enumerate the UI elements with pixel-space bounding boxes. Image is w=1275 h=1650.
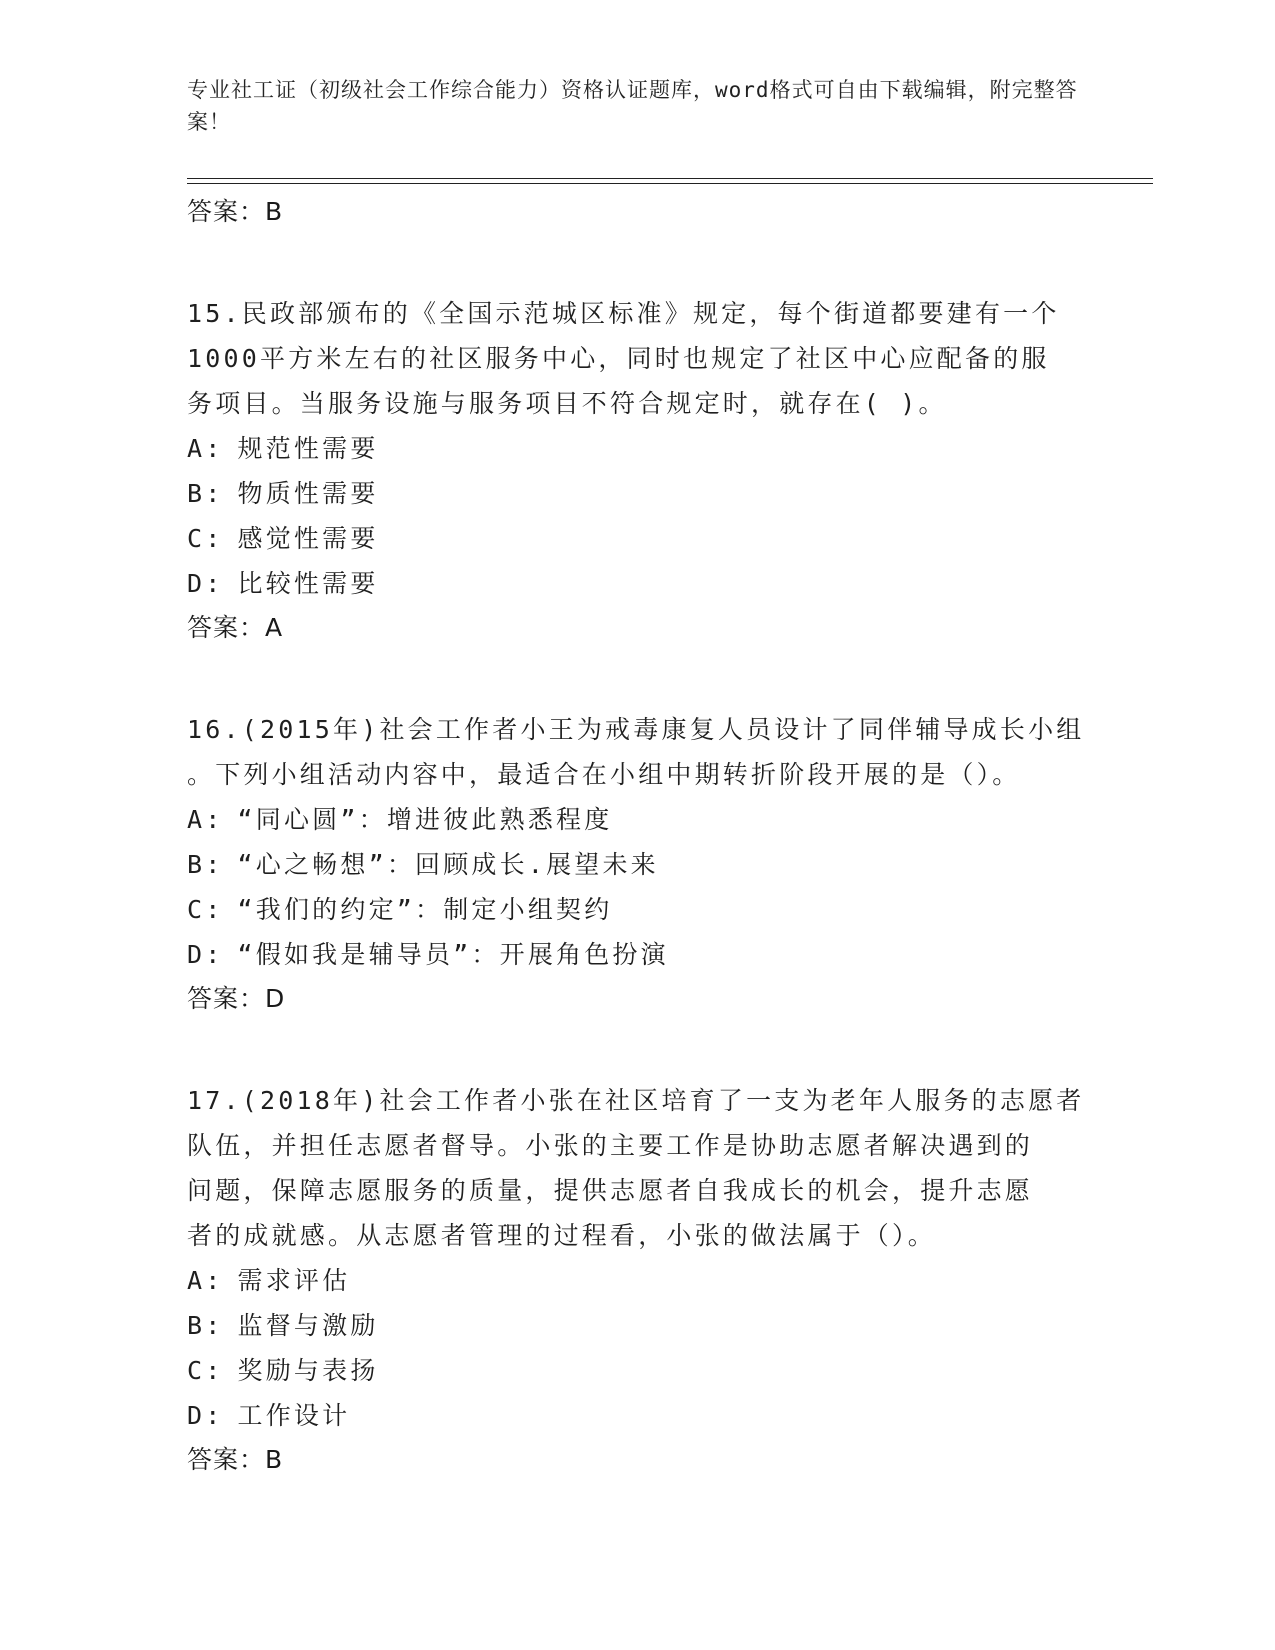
question-line: 队伍，并担任志愿者督导。小张的主要工作是协助志愿者解决遇到的 [187,1131,1034,1160]
option-d [187,561,1087,606]
option-text: 感觉性需要 [237,524,379,553]
question-line: 17.(2018年)社会工作者小张在社区培育了一支为老年人服务的志愿者 [187,1086,1085,1115]
option-c [187,1348,1087,1393]
option-c [187,887,1087,932]
question-text [187,291,1087,426]
answer: 答案：A [187,613,284,642]
option-key: B: [187,850,224,879]
option-text: 比较性需要 [237,569,379,598]
option-c [187,516,1087,561]
question-15 [187,291,1087,650]
option-text: 奖励与表扬 [237,1356,379,1385]
option-key: C: [187,895,224,924]
page-header: 专业社工证（初级社会工作综合能力）资格认证题库，word格式可自由下载编辑，附完整答案！ [187,78,1078,134]
question-list [187,190,1087,1482]
option-a [187,426,1087,471]
option-text: “心之畅想”：回顾成长.展望未来 [237,850,659,879]
option-key: B: [187,479,224,508]
option-d [187,1393,1087,1438]
option-key: D: [187,1401,224,1430]
answer: 答案：D [187,984,286,1013]
question-line: 16.(2015年)社会工作者小王为戒毒康复人员设计了同伴辅导成长小组 [187,715,1085,744]
question-16 [187,707,1087,1021]
header-rule-bottom [187,183,1153,184]
option-text: 物质性需要 [237,479,379,508]
question-line: 15.民政部颁布的《全国示范城区标准》规定，每个街道都要建有一个 [187,299,1060,328]
option-key: C: [187,524,224,553]
option-text: 监督与激励 [237,1311,379,1340]
answer: 答案：B [187,1445,284,1474]
option-text: “我们的约定”：制定小组契约 [237,895,613,924]
option-d [187,932,1087,977]
question-text [187,1078,1087,1258]
question-line: 问题，保障志愿服务的质量，提供志愿者自我成长的机会，提升志愿 [187,1176,1034,1205]
previous-answer: 答案：B [187,197,284,226]
question-line: 。下列小组活动内容中，最适合在小组中期转折阶段开展的是（）。 [187,760,1021,789]
question-line: 1000平方米左右的社区服务中心，同时也规定了社区中心应配备的服 [187,344,1050,373]
option-b [187,842,1087,887]
question-text [187,707,1087,797]
option-key: D: [187,940,224,969]
option-b [187,471,1087,516]
question-17 [187,1078,1087,1482]
option-a [187,797,1087,842]
option-text: “假如我是辅导员”：开展角色扮演 [237,940,669,969]
option-key: B: [187,1311,224,1340]
header-rule-top [187,178,1153,179]
option-key: D: [187,569,224,598]
option-key: A: [187,1266,224,1295]
option-a [187,1258,1087,1303]
question-line: 者的成就感。从志愿者管理的过程看，小张的做法属于（）。 [187,1221,936,1250]
option-text: “同心圆”：增进彼此熟悉程度 [237,805,613,834]
option-text: 需求评估 [237,1266,351,1295]
question-line: 务项目。当服务设施与服务项目不符合规定时，就存在( )。 [187,389,947,418]
option-key: A: [187,434,224,463]
option-b [187,1303,1087,1348]
option-text: 规范性需要 [237,434,379,463]
option-key: A: [187,805,224,834]
option-key: C: [187,1356,224,1385]
option-text: 工作设计 [237,1401,351,1430]
